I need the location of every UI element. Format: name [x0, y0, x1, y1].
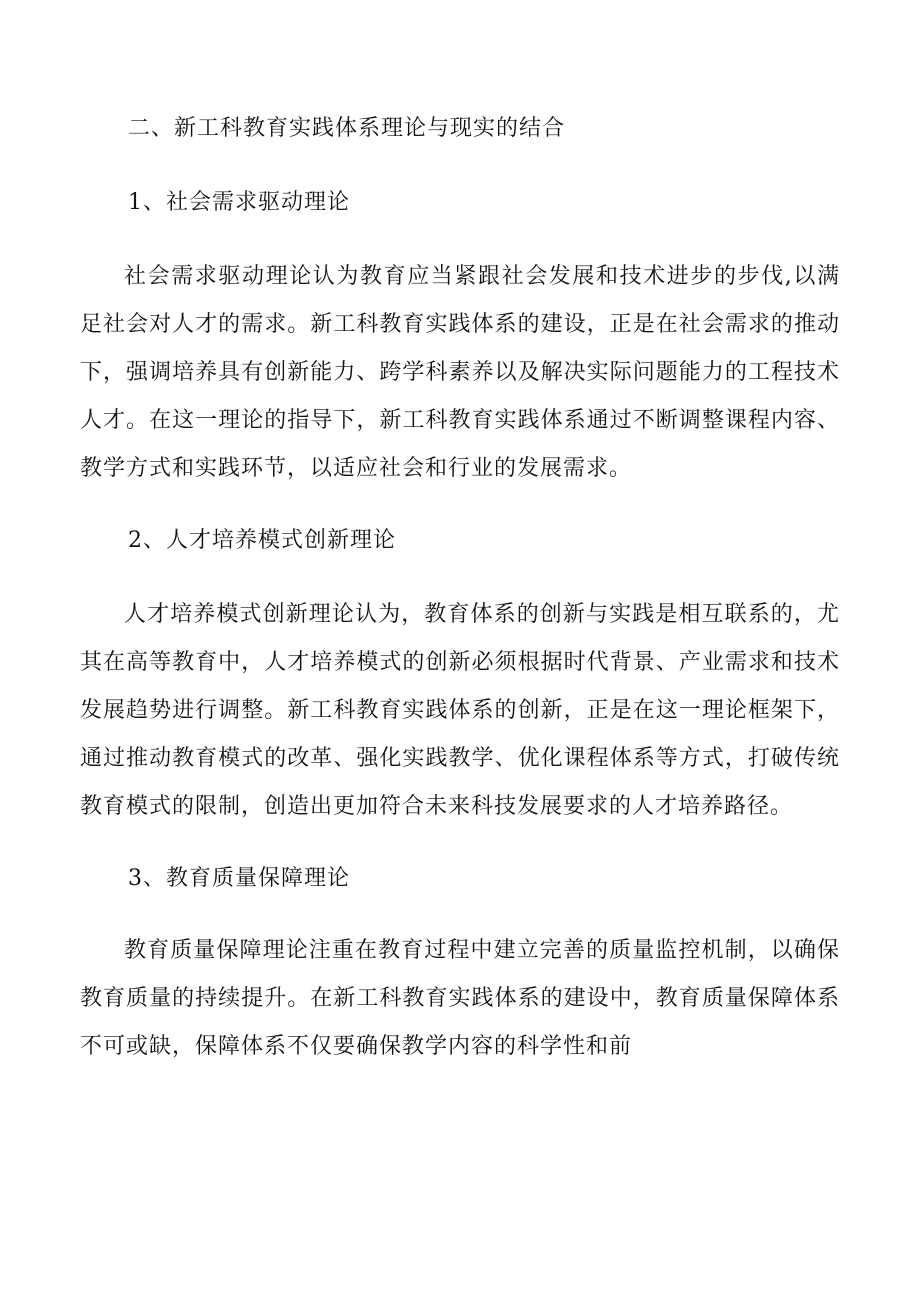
section-title: 二、新工科教育实践体系理论与现实的结合 [128, 116, 566, 141]
subsection-heading-1: 1、社会需求驱动理论 [128, 190, 350, 215]
subsection-body-2: 人才培养模式创新理论认为，教育体系的创新与实践是相互联系的，尤其在高等教育中，人才培养模式的创新必须根据时代背景、产业需求和技术发展趋势进行调整。新工科教育实践体系的创新，正是在这一理论框架下，通过推动教育模式的改革、强化实践教学、优化课程体系等方式，打破传统教育模式的限制，创造出更加符合未来科技发展要求的人才培养路径。 [80, 602, 840, 819]
document-page [80, 105, 840, 1071]
subsection-heading-2: 2、人才培养模式创新理论 [128, 528, 396, 553]
subsection-body-3: 教育质量保障理论注重在教育过程中建立完善的质量监控机制，以确保教育质量的持续提升。在新工科教育实践体系的建设中，教育质量保障体系不可或缺，保障体系不仅要确保教学内容的科学性和前 [80, 938, 840, 1059]
subsection-heading-3: 3、教育质量保障理论 [128, 866, 350, 891]
subsection-body-1: 社会需求驱动理论认为教育应当紧跟社会发展和技术进步的步伐,以满足社会对人才的需求。新工科教育实践体系的建设，正是在社会需求的推动下，强调培养具有创新能力、跨学科素养以及解决实际问题能力的工程技术人才。在这一理论的指导下，新工科教育实践体系通过不断调整课程内容、教学方式和实践环节，以适应社会和行业的发展需求。 [80, 264, 840, 481]
